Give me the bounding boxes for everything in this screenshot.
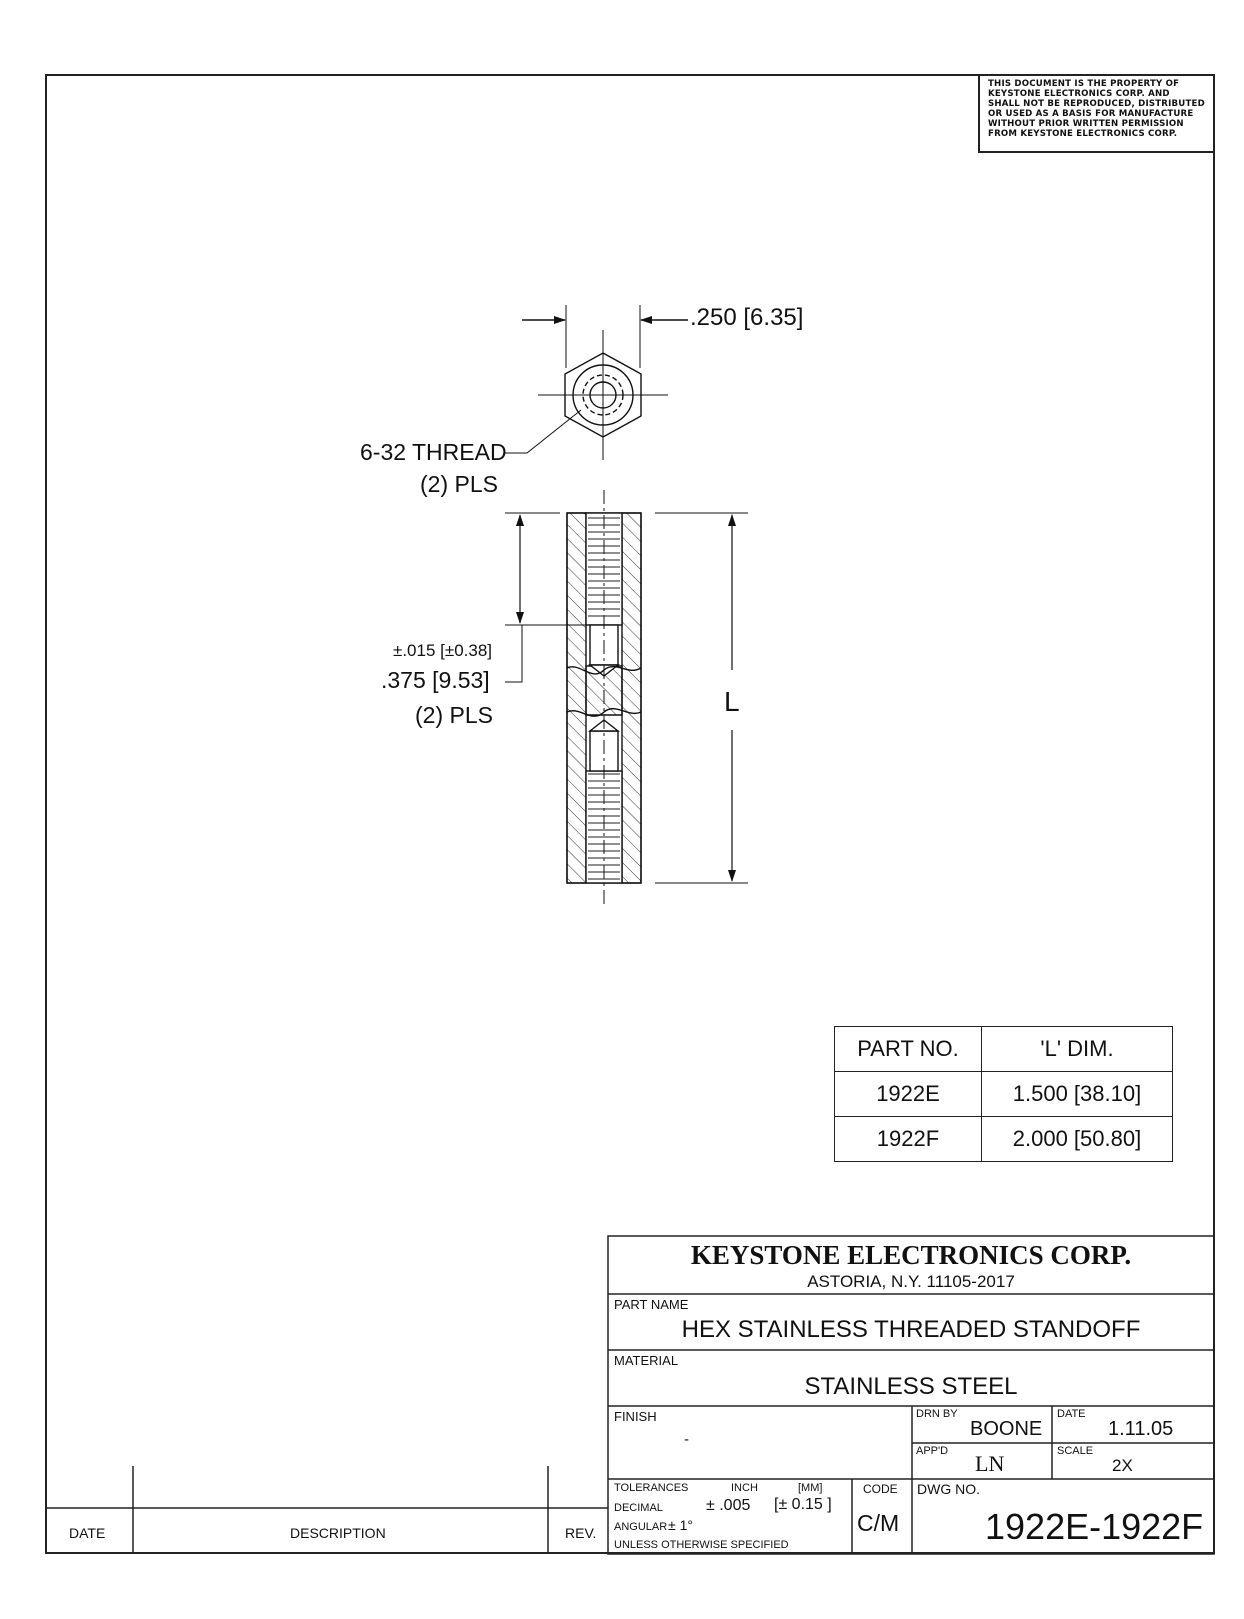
notice-line: FROM KEYSTONE ELECTRONICS CORP. <box>988 129 1178 139</box>
drn-by-label: DRN BY <box>916 1408 958 1420</box>
scale-label: SCALE <box>1057 1445 1094 1457</box>
dwg-no-label: DWG NO. <box>917 1481 980 1497</box>
code-label: CODE <box>863 1482 898 1496</box>
depth-tolerance-label: ±.015 [±0.38] <box>393 641 493 660</box>
drn-by-value: BOONE <box>970 1418 1043 1440</box>
side-section-view <box>567 490 641 905</box>
header-l-dim: 'L' DIM. <box>982 1027 1173 1072</box>
notice-line: SHALL NOT BE REPRODUCED, DISTRIBUTED <box>988 99 1205 109</box>
unless-label: UNLESS OTHERWISE SPECIFIED <box>614 1539 789 1551</box>
appd-value: LN <box>975 1451 1005 1476</box>
decimal-label: DECIMAL <box>614 1502 663 1514</box>
date-label: DATE <box>1057 1408 1086 1420</box>
tolerances-label: TOLERANCES <box>614 1482 689 1494</box>
table-header-row <box>835 1027 1173 1072</box>
depth-label: .375 [9.53] <box>381 667 490 693</box>
company-name: KEYSTONE ELECTRONICS CORP. <box>690 1240 1132 1270</box>
depth-qty-label: (2) PLS <box>415 702 493 728</box>
mm-label: [MM] <box>798 1482 823 1494</box>
decimal-mm: ± 0.15 <box>778 1496 823 1513</box>
right-wall <box>622 513 641 883</box>
notice-line: KEYSTONE ELECTRONICS CORP. AND <box>988 89 1170 99</box>
dwg-no-value: 1922E-1922F <box>985 1506 1204 1547</box>
parts-table <box>834 1026 1173 1162</box>
cell-l-dim: 2.000 [50.80] <box>982 1117 1173 1162</box>
notice-line: WITHOUT PRIOR WRITTEN PERMISSION <box>988 119 1184 129</box>
material-label: MATERIAL <box>614 1353 679 1368</box>
header-part-no: PART NO. <box>835 1027 982 1072</box>
rev-description-label: DESCRIPTION <box>290 1525 386 1541</box>
material-value: STAINLESS STEEL <box>804 1373 1018 1400</box>
company-address: ASTORIA, N.Y. 11105-2017 <box>807 1272 1015 1291</box>
rev-label: REV. <box>565 1525 597 1541</box>
finish-label: FINISH <box>614 1409 657 1424</box>
appd-label: APP'D <box>916 1445 949 1457</box>
table-row <box>835 1117 1173 1162</box>
notice-line: THIS DOCUMENT IS THE PROPERTY OF <box>988 79 1180 89</box>
length-label: L <box>724 686 740 717</box>
left-wall <box>567 513 586 883</box>
angular-label: ANGULAR <box>614 1521 668 1533</box>
thread-label: 6-32 THREAD <box>360 439 507 465</box>
cell-part-no: 1922E <box>835 1072 982 1117</box>
part-name-label: PART NAME <box>614 1297 689 1312</box>
cell-l-dim: 1.500 [38.10] <box>982 1072 1173 1117</box>
part-name-value: HEX STAINLESS THREADED STANDOFF <box>681 1316 1141 1343</box>
code-value: C/M <box>857 1510 900 1536</box>
angular-value: ± 1° <box>668 1517 693 1533</box>
decimal-mm-bracket: [± 0.15 ] <box>774 1496 832 1513</box>
decimal-inch: ± .005 <box>706 1497 751 1514</box>
hex-width-label: .250 [6.35] <box>690 304 804 331</box>
inch-label: INCH <box>731 1482 758 1494</box>
date-value: 1.11.05 <box>1108 1418 1174 1440</box>
scale-value: 2X <box>1112 1456 1133 1475</box>
table-row <box>835 1072 1173 1117</box>
rev-date-label: DATE <box>69 1525 106 1541</box>
notice-line: OR USED AS A BASIS FOR MANUFACTURE <box>988 109 1194 119</box>
finish-value: - <box>684 1431 689 1448</box>
hex-end-view <box>505 305 688 460</box>
cell-part-no: 1922F <box>835 1117 982 1162</box>
thread-qty-label: (2) PLS <box>420 471 498 497</box>
